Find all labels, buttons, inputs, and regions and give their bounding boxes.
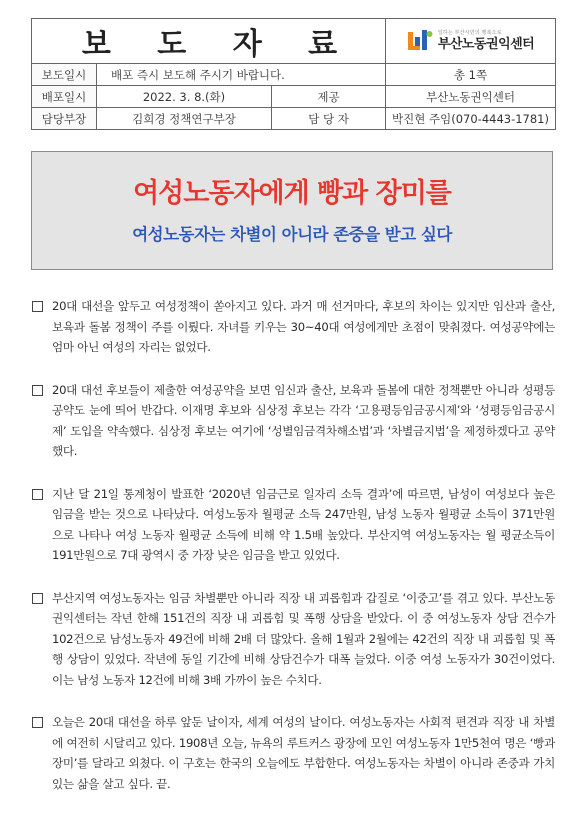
department-head-value: 김희경 정책연구부장 <box>97 108 272 130</box>
checkbox-bullet-icon <box>32 301 43 312</box>
paragraph-2 <box>31 380 555 462</box>
provider-value: 부산노동권익센터 <box>386 86 556 108</box>
page-count: 총 1쪽 <box>386 64 556 86</box>
department-head-label: 담당부장 <box>32 108 97 130</box>
headline-sub: 여성노동자는 차별이 아니라 존중을 받고 싶다 <box>132 225 452 244</box>
paragraph-3 <box>31 484 555 566</box>
paragraph-text: 지난 달 21일 통계청이 발표한 ‘2020년 임금근로 일자리 소득 결과’에 따르면, 남성이 여성보다 높은 임금을 받는 것으로 나타났다. 여성노동자 월평균 소득 247만원, 남성 노동자 월평균 소득이 371만원으로 나타나 여성 노동자 월평균 소득에 비해 약 1.5배 높았다. 부산지역 여성노동자는 월 평균소득이 191만원으로 7대 광역시 중 가장 낮은 임금을 받고 있었다. <box>52 486 555 562</box>
checkbox-bullet-icon <box>32 489 43 500</box>
center-logo <box>386 29 555 53</box>
provider-label: 제공 <box>272 86 386 108</box>
paragraph-1 <box>31 296 555 358</box>
body-paragraphs <box>31 296 555 794</box>
logo-slogan: 일하는 부산시민의 행복으로 <box>437 30 502 36</box>
paragraph-4 <box>31 588 555 691</box>
paragraph-text: 20대 대선을 앞두고 여성정책이 쏟아지고 있다. 과거 매 선거마다, 후보의 차이는 있지만 임산과 출산, 보육과 돌봄 정책이 주를 이뤘다. 자녀를 키우는 30~40대 여성에게만 초점이 맞춰졌다. 여성공약에는 엄마 아닌 여성의 자리는 없었다. <box>52 299 555 354</box>
press-release-title-cell <box>32 19 386 64</box>
press-release-page <box>31 18 555 816</box>
logo-cell <box>386 19 556 64</box>
release-time-label: 보도일시 <box>32 64 97 86</box>
paragraph-text: 부산지역 여성노동자는 임금 차별뿐만 아니라 직장 내 괴롭힘과 갑질로 ‘이중고’를 겪고 있다. 부산노동권익센터는 작년 한해 151건의 직장 내 괴롭힘 및 폭행 상담을 받았다. 이 중 여성노동자 상담 건수가 102건으로 남성노동자 49건에 비해 2배 더 많았다. 올해 1월과 2월에는 42건의 직장 내 괴롭힘 및 폭행 상담이 있었다. 작년에 동일 기간에 비해 상담건수가 대폭 늘었다. 이중 여성 노동자가 30건이었다. 이는 남성 노동자 12건에 비해 3배 가까이 높은 수치다. <box>52 590 555 687</box>
headline-box <box>31 151 553 270</box>
press-release-header-table <box>31 18 556 130</box>
center-logo-icon <box>407 29 433 53</box>
contact-person-value: 박진현 주임(070-4443-1781) <box>386 108 556 130</box>
distribution-date-value: 2022. 3. 8.(화) <box>97 86 272 108</box>
press-release-title: 보 도 자 료 <box>81 27 356 62</box>
headline-main: 여성노동자에게 빵과 장미를 <box>133 178 451 209</box>
checkbox-bullet-icon <box>32 385 43 396</box>
logo-name: 부산노동권익센터 <box>437 37 535 52</box>
paragraph-text: 오늘은 20대 대선을 하루 앞둔 날이자, 세계 여성의 날이다. 여성노동자는 사회적 편견과 직장 내 차별에 여전히 시달리고 있다. 1908년 오늘, 뉴욕의 루트커스 광장에 모인 여성노동자 1만5천여 명은 ‘빵과 장미’를 달라고 외쳤다. 이 구호는 한국의 오늘에도 부합한다. 여성노동자는 차별이 아니라 존중과 가치 있는 삶을 살고 싶다. 끝. <box>52 715 555 791</box>
checkbox-bullet-icon <box>32 717 43 728</box>
paragraph-text: 20대 대선 후보들이 제출한 여성공약을 보면 임신과 출산, 보육과 돌봄에 대한 정책뿐만 아니라 성평등 공약도 눈에 띄어 반갑다. 이재명 후보와 심상정 후보는 각각 ‘고용평등임금공시제’와 ‘성평등임금공시제’ 도입을 약속했다. 심상정 후보는 여기에 ‘성별임금격차해소법’과 ‘차별금지법’을 제정하겠다고 공약했다. <box>52 382 555 458</box>
paragraph-5 <box>31 712 555 794</box>
checkbox-bullet-icon <box>32 593 43 604</box>
distribution-date-label: 배포일시 <box>32 86 97 108</box>
release-time-value: 배포 즉시 보도해 주시기 바랍니다. <box>97 64 386 86</box>
contact-person-label: 담 당 자 <box>272 108 386 130</box>
